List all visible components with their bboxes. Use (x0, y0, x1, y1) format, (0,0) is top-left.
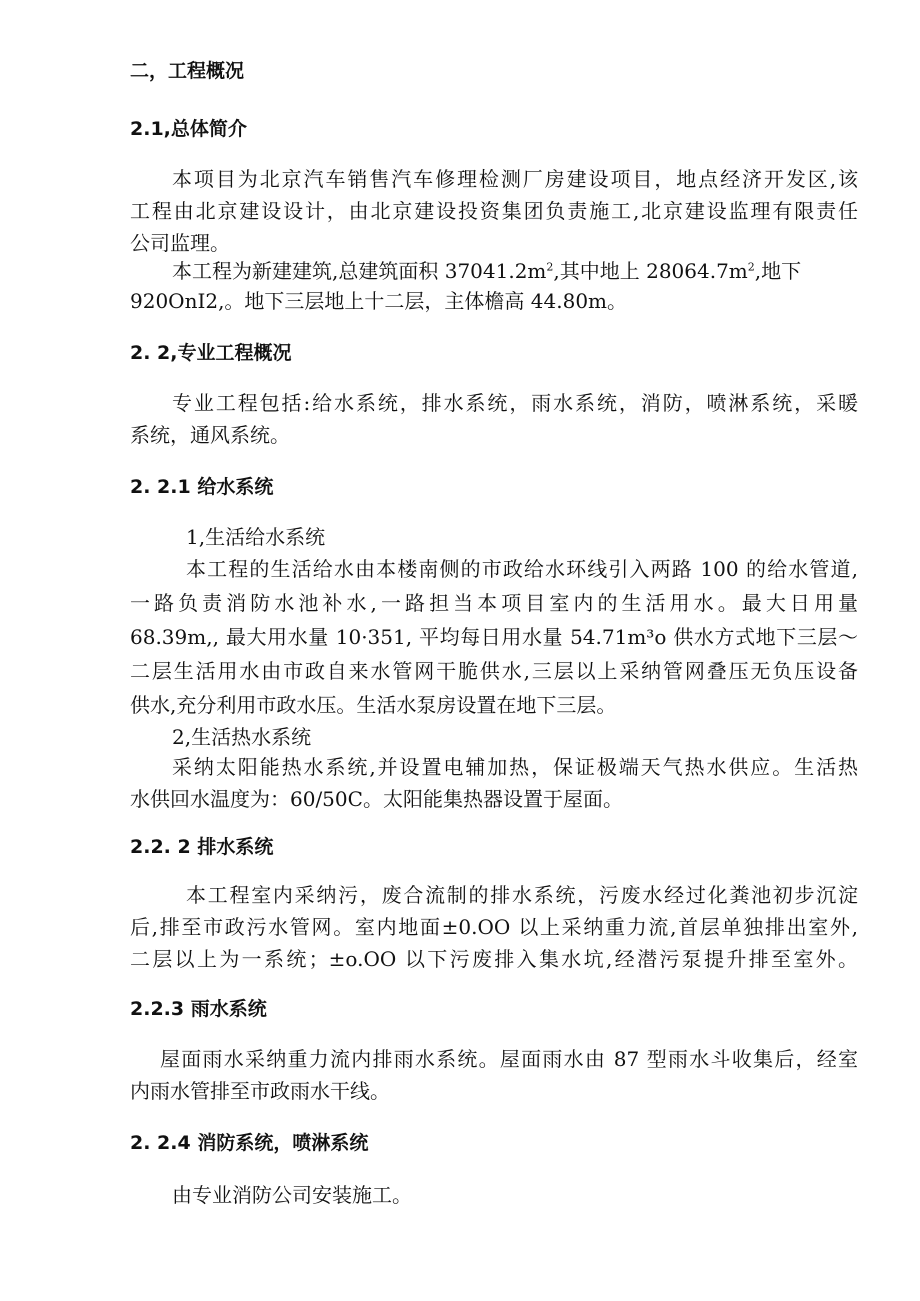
paragraph-line: 68.39m,, 最大用水量 10·351, 平均每日用水量 54.71m³o 供水方式地下三层～ (130, 625, 858, 649)
area-text-below: ,地下 (754, 259, 802, 283)
paragraph-line: 系统，通风系统。 (130, 423, 290, 447)
section-heading-2-1: 2.1,总体简介 (130, 118, 247, 140)
section-heading-2-2-1: 2. 2.1 给水系统 (130, 476, 274, 498)
paragraph-line: 供水,充分利用市政水压。生活水泵房设置在地下三层。 (130, 693, 617, 717)
paragraph-line: 公司监理。 (130, 231, 230, 255)
paragraph-line: 本工程的生活给水由本楼南侧的市政给水环线引入两路 100 的给水管道, (186, 557, 858, 581)
paragraph-line: 水供回水温度为：60/50C。太阳能集热器设置于屋面。 (130, 787, 623, 811)
paragraph-line: 由专业消防公司安装施工。 (172, 1183, 412, 1207)
section-heading-2: 二，工程概况 (130, 60, 245, 82)
subsection-title: 1,生活给水系统 (186, 525, 326, 549)
superscript: 2 (747, 260, 755, 274)
paragraph-line: 一路负责消防水池补水,一路担当本项目室内的生活用水。最大日用量 (130, 591, 858, 615)
subsection-title: 2,生活热水系统 (172, 725, 312, 749)
paragraph-line: 屋面雨水采纳重力流内排雨水系统。屋面雨水由 87 型雨水斗收集后，经室 (160, 1047, 858, 1071)
area-text-total: 本工程为新建建筑,总建筑面积 37041.2m (172, 259, 547, 283)
paragraph-line: 工程由北京建设设计，由北京建设投资集团负责施工,北京建设监理有限责任 (130, 199, 858, 223)
superscript: 2 (546, 260, 554, 274)
paragraph-line: 采纳太阳能热水系统,并设置电辅加热，保证极端天气热水供应。生活热 (172, 755, 858, 779)
section-heading-2-2: 2. 2,专业工程概况 (130, 342, 292, 364)
paragraph-line: 二层生活用水由市政自来水管网干脆供水,三层以上采纳管网叠压无负压设备 (130, 659, 858, 683)
paragraph-line: 后,排至市政污水管网。室内地面±0.OO 以上采纳重力流,首层单独排出室外, (130, 915, 858, 939)
section-heading-2-2-4: 2. 2.4 消防系统，喷淋系统 (130, 1132, 369, 1154)
paragraph-line: 920OnI2,。地下三层地上十二层，主体檐高 44.80m。 (130, 289, 628, 313)
paragraph-line: 专业工程包括:给水系统，排水系统，雨水系统，消防，喷淋系统，采暖 (172, 391, 858, 415)
paragraph-line: 本项目为北京汽车销售汽车修理检测厂房建设项目，地点经济开发区,该 (172, 167, 858, 191)
paragraph-line-area (172, 258, 801, 284)
area-text-above: ,其中地上 28064.7m (553, 259, 748, 283)
section-heading-2-2-3: 2.2.3 雨水系统 (130, 998, 267, 1020)
paragraph-line: 本工程室内采纳污，废合流制的排水系统，污废水经过化粪池初步沉淀 (186, 883, 858, 907)
paragraph-line: 内雨水管排至市政雨水干线。 (130, 1079, 390, 1103)
section-heading-2-2-2: 2.2. 2 排水系统 (130, 836, 274, 858)
paragraph-line: 二层以上为一系统；±o.OO 以下污废排入集水坑,经潜污泵提升排至室外。 (130, 947, 858, 971)
